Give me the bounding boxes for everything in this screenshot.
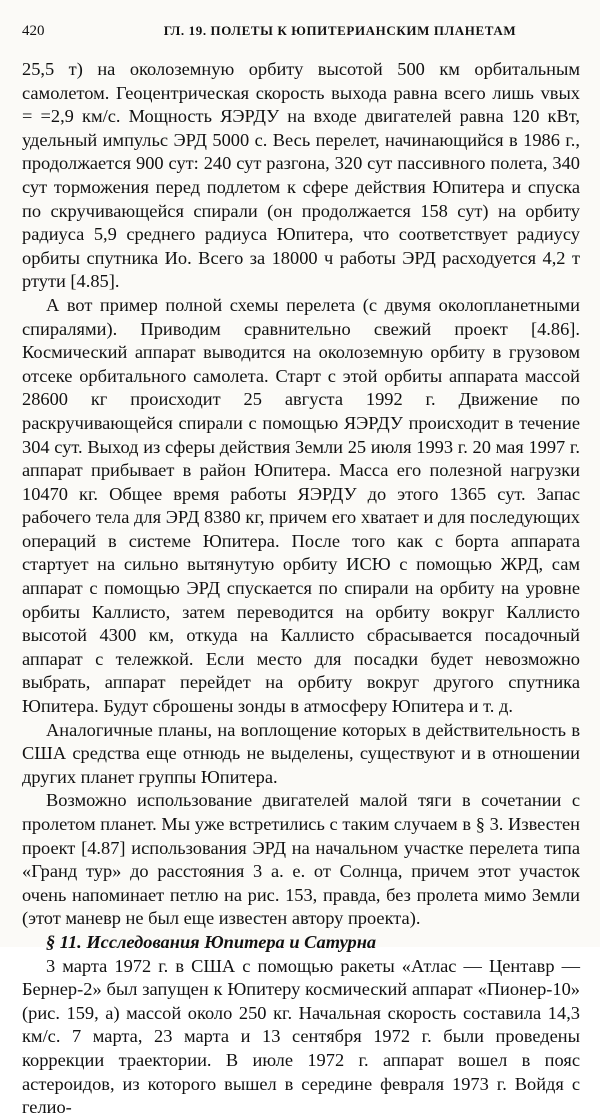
paragraph-pioneer-10: 3 марта 1972 г. в США с помощью ракеты «Атлас — Центавр — Бернер-2» был запущен к Юпитеру космический аппарат «Пионер-10» (рис. 159, а) массой около 250 кг. Начальная скорость составила 14,3 км/с. 7 марта, 23 марта и 13 сентября 1972 г. были проведены коррекции траектории. В июле 1972 г. аппарат вошел в пояс астероидов, из которого вышел в середине февраля 1973 г. Войдя с гелио- <box>22 955 580 1118</box>
page-header <box>22 20 578 42</box>
paragraph-similar-plans: Аналогичные планы, на воплощение которых в действительность в США средства еще отнюдь не выделены, существуют и в отношении других планет группы Юпитера. <box>22 719 580 787</box>
paragraph-low-thrust-flyby: Возможно использование двигателей малой тяги в сочетании с пролетом планет. Мы уже встретились с таким случаем в § 3. Известен проект [4.87] использования ЭРД на начальном участке перелета типа «Гранд тур» до расстояния 3 а. е. от Солнца, причем этот участок очень напоминает петлю на рис. 153, правда, без пролета мимо Земли (этот маневр не был еще известен автору проекта). <box>22 790 580 929</box>
paragraph-continuation: 25,5 т) на околоземную орбиту высотой 500 км орбитальным самолетом. Геоцентрическая скорость выхода равна всего лишь vвых = =2,9 км/с. Мощность ЯЭРДУ на входе двигателей равна 120 кВт, удельный импульс ЭРД 5000 с. Весь перелет, начинающийся в 1986 г., продолжается 900 сут: 240 сут разгона, 320 сут пассивного полета, 340 сут торможения перед подлетом к сфере действия Юпитера и спуска по скручивающейся спирали (он продолжается 158 сут) на орбиту радиуса 5,9 среднего радиуса Юпитера, что соответствует радиусу орбиты спутника Ио. Всего за 18000 ч работы ЭРД расходуется 4,2 т ртути [4.85]. <box>22 59 580 292</box>
running-title: ГЛ. 19. ПОЛЕТЫ К ЮПИТЕРИАНСКИМ ПЛАНЕТАМ <box>163 23 517 38</box>
page-body <box>22 58 580 1120</box>
section-heading: § 11. Исследования Юпитера и Сатурна <box>46 931 377 952</box>
page-number: 420 <box>22 23 45 39</box>
paragraph-mission-scheme: А вот пример полной схемы перелета (с двумя околопланетными спиралями). Приводим сравнительно свежий проект [4.86]. Космический аппарат выводится на околоземную орбиту в грузовом отсеке орбитального самолета. Старт с этой орбиты аппарата массой 28600 кг происходит 25 августа 1992 г. Движение по раскручивающейся спирали с помощью ЯЭРДУ происходит в течение 304 сут. Выход из сферы действия Земли 25 июля 1993 г. 20 мая 1997 г. аппарат прибывает в район Юпитера. Масса его полезной нагрузки 10470 кг. Общее время работы ЯЭРДУ до этого 1365 сут. Запас рабочего тела для ЭРД 8380 кг, причем его хватает и для последующих операций в системе Юпитера. После того как с борта аппарата стартует на сильно вытянутую орбиту ИСЮ с помощью ЖРД, сам аппарат с помощью ЭРД спускается по спирали на орбиту на уровне орбиты Каллисто, затем переводится на орбиту вокруг Каллисто высотой 4300 км, откуда на Каллисто сбрасывается посадочный аппарат с тележкой. Если место для посадки будет невозможно выбрать, аппарат перейдет на орбиту вокруг другого спутника Юпитера. Будут сброшены зонды в атмосферу Юпитера и т. д. <box>22 294 580 717</box>
